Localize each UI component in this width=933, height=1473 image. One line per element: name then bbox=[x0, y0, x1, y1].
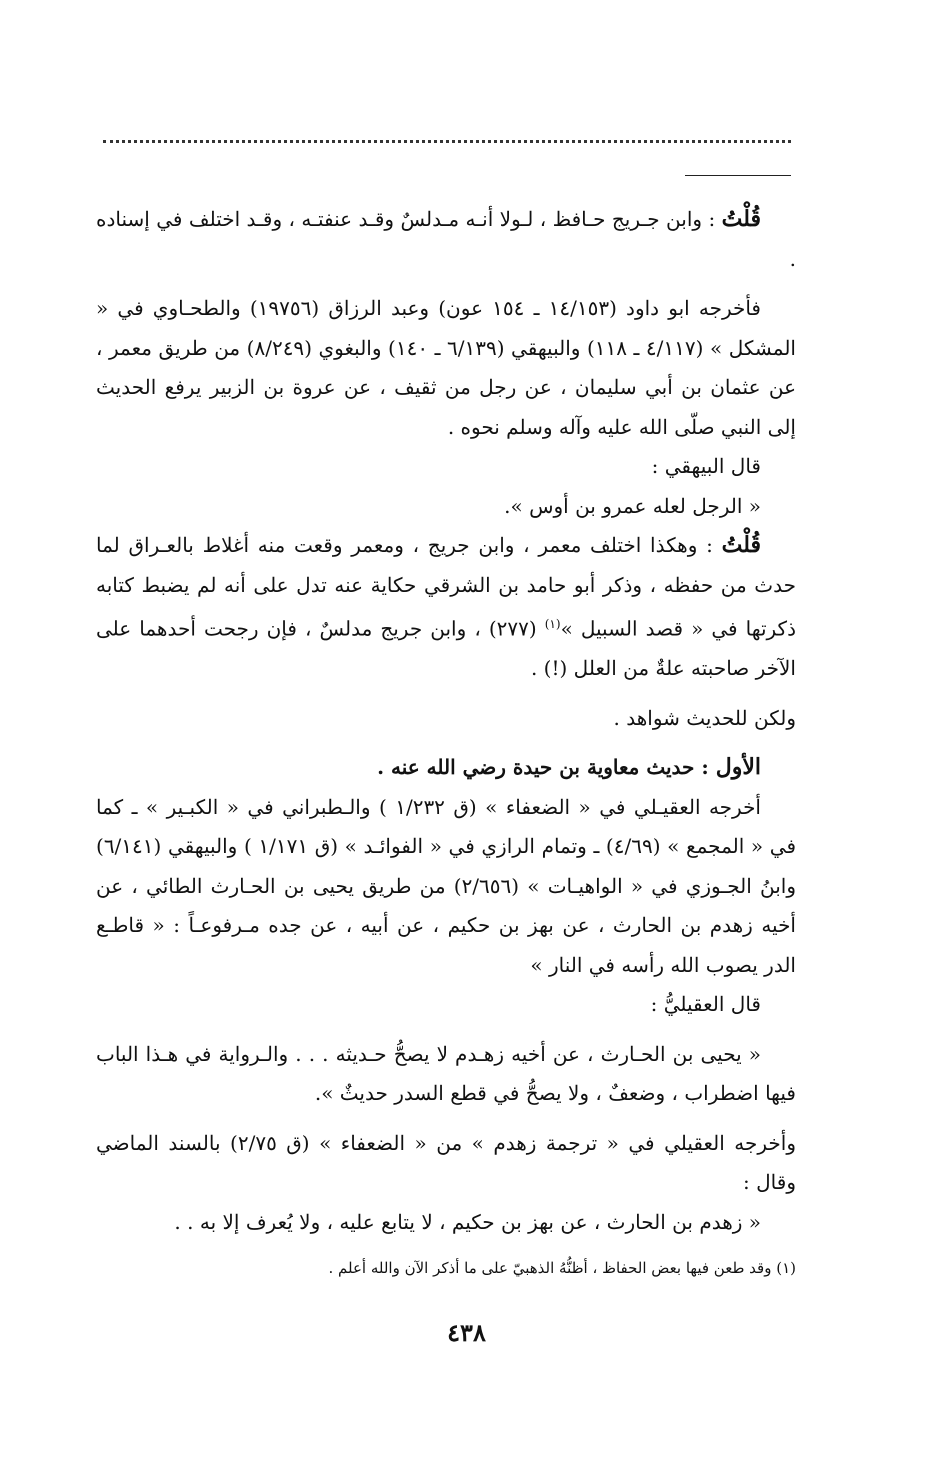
paragraph-1: قُلْتُ : وابن جـريج حـافظ ، لـولا أنـه مـدلسٌ وقـد عنفتـه ، وقـد اختلف في إسناده . bbox=[96, 206, 796, 271]
paragraph-12: « زهدم بن الحارث ، عن بهز بن حكيم ، لا يتابع عليه ، ولا يُعرف إلا به . . bbox=[174, 1209, 761, 1234]
paragraph-4: « الرجل لعله عمرو بن أوس ». bbox=[504, 493, 761, 518]
short-rule bbox=[685, 175, 791, 176]
paragraph-3: قال البيهقي : bbox=[651, 454, 761, 478]
main-text bbox=[96, 200, 796, 1242]
footnote-marker: (١) bbox=[544, 617, 561, 631]
page-number: ٤٣٨ bbox=[447, 1318, 486, 1347]
paragraph-6: ولكن للحديث شواهد . bbox=[613, 705, 796, 730]
paragraph-2: فأخرجه ابو داود (١٤/١٥٣ ـ ١٥٤ عون) وعبد الرزاق (١٩٧٥٦) والطحـاوي في « المشكل » (٤/١١٧ ـ ١١٨) والبيهقي (٦/١٣٩ ـ ١٤٠) والبغوي (٨/٢٤٩) من طريق معمر ، عن عثمان بن أبي سليمان ، عن رجل من ثقيف ، عن عروة بن الزبير يرفع الحديث إلى النبي صلّى الله عليه وآله وسلم نحوه . bbox=[96, 296, 796, 439]
paragraph-11: وأخرجه العقيلي في « ترجمة زهدم » من « الضعفاء » (ق ٢/٧٥) بالسند الماضي وقال : bbox=[96, 1130, 796, 1195]
paragraph-5: قُلْتُ : وهكذا اختلف معمر ، وابن جريج ، ومعمر وقعت منه أغلاط بالعـراق لما حدث من حفظه ، وذكر أبو حامد بن الشرقي حكاية عنه تدل على أنه لم يضبط كتابه ذكرتها في « قصد السبيل »$^{(١)}$ (٢٧٧) ، وابن جريج مدلسٌ ، فإن رجحت أحدهما على الآخر صاحبته علةٌ من العلل (!) . bbox=[96, 532, 796, 681]
paragraph-9: قال العقيليُّ : bbox=[650, 992, 761, 1017]
paragraph-8: أخرجه العقيـلي في « الضعفاء » (ق ١/٢٣٢ ) والـطبراني في « الكبـير » ـ كما في « المجمع » (٤/٦٩) ـ وتمام الرازي في « الفوائـد » (ق ١/١٧١ ) والبيهقي (٦/١٤١) وابنُ الجـوزي في « الواهيـات » (٢/٦٥٦) من طريق يحيى بن الحـارث الطائي ، عن أخيه زهدم بن الحارث ، عن بهز بن حكيم ، عن أبيه ، عن جده مـرفوعـاً : « قاطـع الدر يصوب الله رأسه في النار » bbox=[96, 794, 797, 977]
dotted-separator bbox=[103, 140, 791, 153]
footnote: (١) وقد طعن فيها بعض الحفاظ ، أظنُّهُ الذهبيّ على ما أذكر الآن والله أعلم . bbox=[328, 1259, 796, 1277]
paragraph-7: الأول : حديث معاوية بن حيدة رضي الله عنه . bbox=[377, 754, 761, 781]
paragraph-10: « يحيى بن الحـارث ، عن أخيه زهـدم لا يصحُّ حـديثه . . . والـرواية في هـذا الباب فيها اضطراب ، وضعفٌ ، ولا يصحُّ في قطع السدر حديثٌ ». bbox=[96, 1041, 796, 1106]
